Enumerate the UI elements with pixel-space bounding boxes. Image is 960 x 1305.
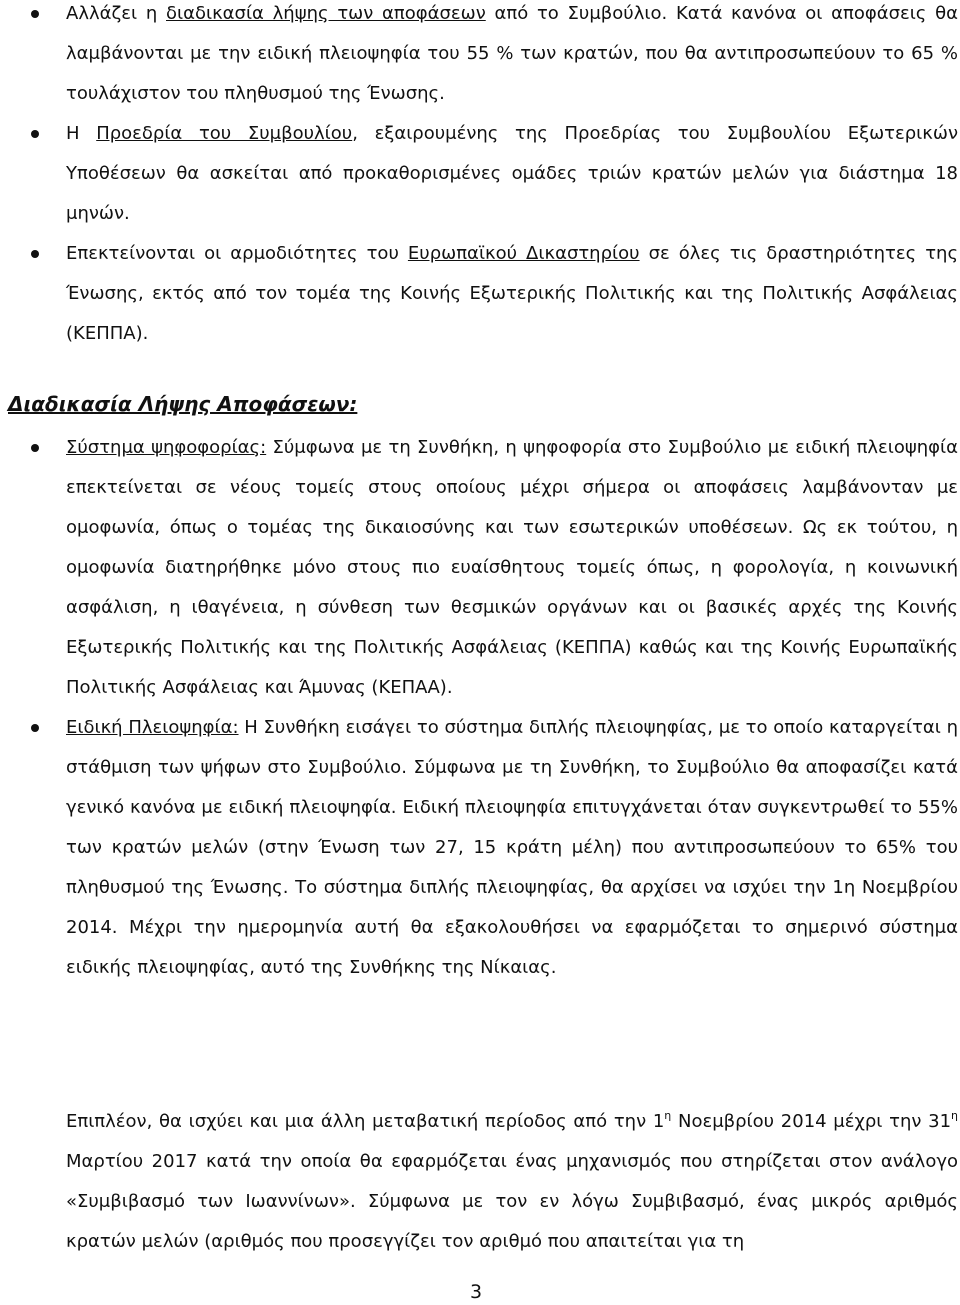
term-label: Σύστημα ψηφοφορίας: (66, 437, 267, 458)
bullet-icon (31, 724, 39, 732)
top-bullet-list (0, 0, 960, 354)
bullet-icon (31, 130, 39, 138)
section-bullet-list (0, 428, 960, 988)
term-link[interactable]: Προεδρία του Συμβουλίου (96, 123, 353, 144)
page-number: 3 (470, 1281, 483, 1303)
list-item (0, 0, 960, 114)
list-item (0, 114, 960, 234)
ordinal-superscript: η (951, 1109, 959, 1122)
list-item (0, 428, 960, 708)
paragraph-text: Μαρτίου 2017 κατά την οποία θα εφαρμόζεται ένας μηχανισμός που στηρίζεται στον ανάλογο «Συμβιβασμό των Ιωαννίνων». Σύμφωνα με τον εν λόγω Συμβιβασμό, ένας μικρός αριθμός κρατών μελών (αριθμός που προσεγγίζει τον αριθμό που απαιτείται για τη (66, 1151, 958, 1252)
item-text-after: από το Συμβούλιο. Κατά κανόνα οι αποφάσεις θα λαμβάνονται με την ειδική πλειοψηφία του 55 % των κρατών, που θα αντιπροσωπεύουν το 65 % τουλάχιστον του πληθυσμού της Ένωσης. (66, 3, 958, 104)
item-body: Η Συνθήκη εισάγει το σύστημα διπλής πλειοψηφίας, με το οποίο καταργείται η στάθμιση των ψήφων στο Συμβούλιο. Σύμφωνα με τη Συνθήκη, το Συμβούλιο θα αποφασίζει κατά γενικό κανόνα με ειδική πλειοψηφία. Ειδική πλειοψηφία επιτυγχάνεται όταν συγκεντρωθεί το 55% των κρατών μελών (στην Ένωση των 27, 15 κράτη μέλη) που αντιπροσωπεύουν το 65% του πληθυσμού της Ένωσης. Το σύστημα διπλής πλειοψηφίας, θα αρχίσει να ισχύει την 1η Νοεμβρίου 2014. Μέχρι την ημερομηνία αυτή θα εξακολουθήσει να εφαρμόζεται το σημερινό σύστημα ειδικής πλειοψηφίας, αυτό της Συνθήκης της Νίκαιας. (66, 717, 958, 978)
item-text-before: Η (66, 123, 97, 144)
list-item (0, 708, 960, 988)
paragraph-text: Επιπλέον, θα ισχύει και μια άλλη μεταβατική περίοδος από την 1 (66, 1111, 665, 1132)
paragraph-text: Νοεμβρίου 2014 μέχρι την 31 (671, 1111, 952, 1132)
term-label: Ειδική Πλειοψηφία: (66, 717, 239, 738)
item-body: Σύμφωνα με τη Συνθήκη, η ψηφοφορία στο Συμβούλιο με ειδική πλειοψηφία επεκτείνεται σε νέους τομείς στους οποίους μέχρι σήμερα οι αποφάσεις λαμβάνονταν με ομοφωνία, όπως ο τομέας της δικαιοσύνης και των εσωτερικών υποθέσεων. Ως εκ τούτου, η ομοφωνία διατηρήθηκε μόνο στους πιο ευαίσθητους τομείς όπως, η φορολογία, η κοινωνική ασφάλιση, η ιθαγένεια, η σύνθεση των θεσμικών οργάνων και οι βασικές αρχές της Κοινής Εξωτερικής Πολιτικής και της Πολιτικής Ασφάλειας (ΚΕΠΠΑ) καθώς και της Κοινής Ευρωπαϊκής Πολιτικής Ασφάλειας και Άμυνας (ΚΕΠΑΑ). (66, 437, 959, 698)
bullet-icon (31, 444, 39, 452)
bullet-icon (31, 250, 39, 258)
item-text-after: , εξαιρουμένης της Προεδρίας του Συμβουλίου Εξωτερικών Υποθέσεων θα ασκείται από προκαθορισμένες ομάδες τριών κρατών μελών για διάστημα 18 μηνών. (66, 123, 958, 224)
bullet-icon (31, 10, 39, 18)
term-link[interactable]: Ευρωπαϊκού Δικαστηρίου (407, 243, 640, 264)
term-link[interactable]: διαδικασία λήψης των αποφάσεων (166, 3, 486, 24)
section-heading: Διαδικασία Λήψης Αποφάσεων: (8, 392, 358, 416)
ordinal-superscript: η (664, 1109, 672, 1122)
item-text-before: Επεκτείνονται οι αρμοδιότητες του (66, 243, 408, 264)
item-text-before: Αλλάζει η (66, 3, 166, 24)
list-item (0, 234, 960, 354)
closing-paragraph (66, 1102, 958, 1262)
item-text-after: σε όλες τις δραστηριότητες της Ένωσης, εκτός από τον τομέα της Κοινής Εξωτερικής Πολιτικής και της Πολιτικής Ασφάλειας (ΚΕΠΠΑ). (66, 243, 959, 344)
